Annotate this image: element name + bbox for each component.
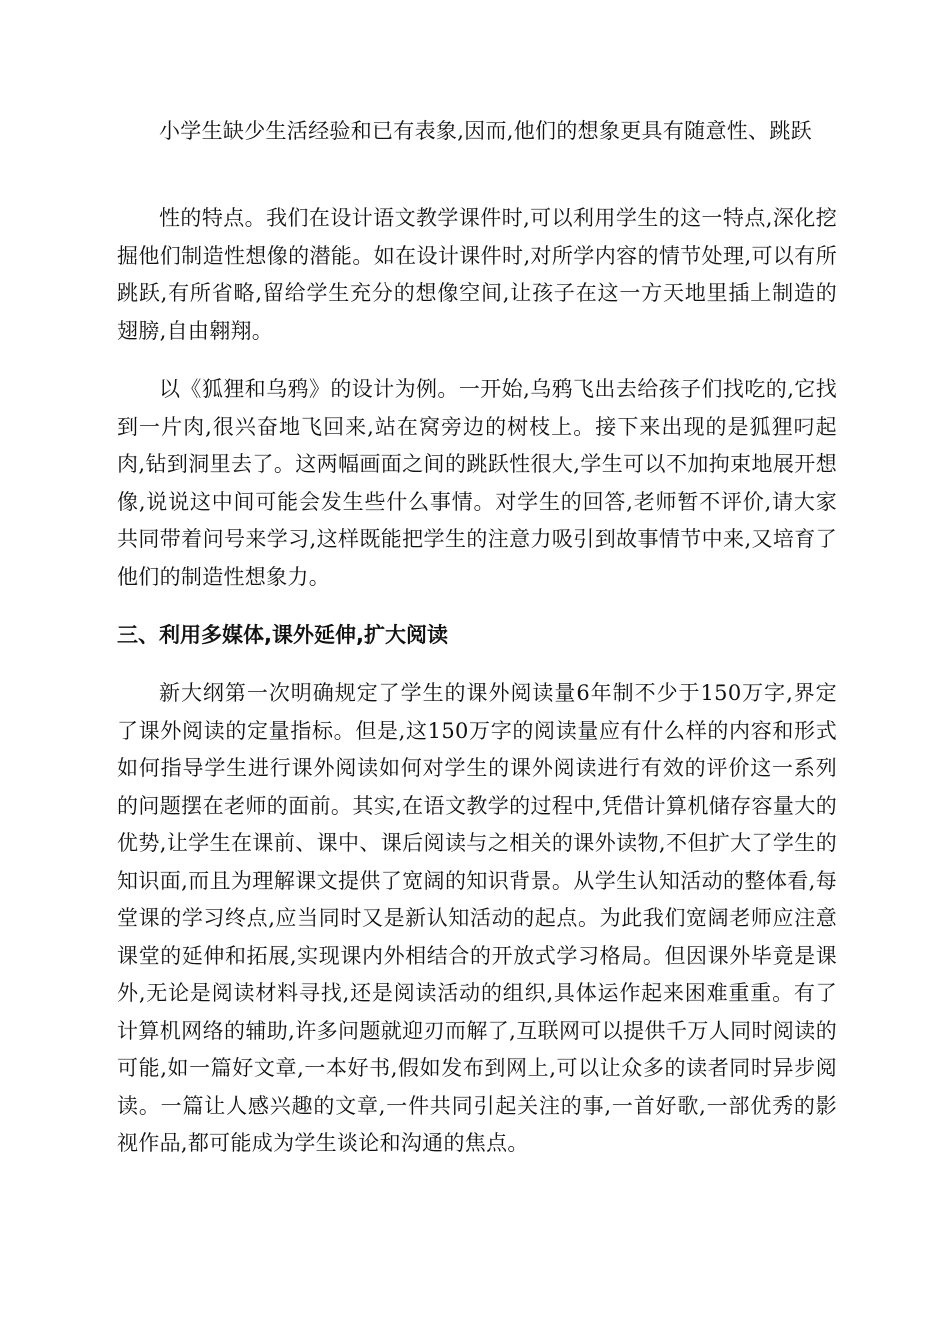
paragraph-4: 新大纲第一次明确规定了学生的课外阅读量6年制不少于150万字,界定了课外阅读的定量指标。但是,这150万字的阅读量应有什么样的内容和形式如何指导学生进行课外阅读如何对学生的课外阅读进行有效的评价这一系列的问题摆在老师的面前。其实,在语文教学的过程中,凭借计算机储存容量大的优势,让学生在课前、课中、课后阅读与之相关的课外读物,不但扩大了学生的知识面,而且为理解课文提供了宽阔的知识背景。从学生认知活动的整体看,每堂课的学习终点,应当同时又是新认知活动的起点。为此我们宽阔老师应注意课堂的延伸和拓展,实现课内外相结合的开放式学习格局。但因课外毕竟是课外,无论是阅读材料寻找,还是阅读活动的组织,具体运作起来困难重重。有了计算机网络的辅助,许多问题就迎刃而解了,互联网可以提供千万人同时阅读的可能,如一篇好文章,一本好书,假如发布到网上,可以让众多的读者同时异步阅读。一篇让人感兴趣的文章,一件共同引起关注的事,一首好歌,一部优秀的影视作品,都可能成为学生谈论和沟通的焦点。 xyxy=(117,681,837,1155)
paragraph-1: 小学生缺少生活经验和已有表象,因而,他们的想象更具有随意性、跳跃 xyxy=(159,119,812,143)
paragraph-3: 以《狐狸和乌鸦》的设计为例。一开始,乌鸦飞出去给孩子们找吃的,它找到一片肉,很兴奋地飞回来,站在窝旁边的树枝上。接下来出现的是狐狸叼起肉,钻到洞里去了。这两幅画面之间的跳跃性很大,学生可以不加拘束地展开想像,说说这中间可能会发生些什么事情。对学生的回答,老师暂不评价,请大家共同带着问号来学习,这样既能把学生的注意力吸引到故事情节中来,又培育了他们的制造性想象力。 xyxy=(117,377,837,589)
paragraph-2: 性的特点。我们在设计语文教学课件时,可以利用学生的这一特点,深化挖掘他们制造性想像的潜能。如在设计课件时,对所学内容的情节处理,可以有所跳跃,有所省略,留给学生充分的想像空间,让孩子在这一方天地里插上制造的翅膀,自由翱翔。 xyxy=(117,206,837,343)
section-heading: 三、利用多媒体,课外延伸,扩大阅读 xyxy=(117,623,448,647)
